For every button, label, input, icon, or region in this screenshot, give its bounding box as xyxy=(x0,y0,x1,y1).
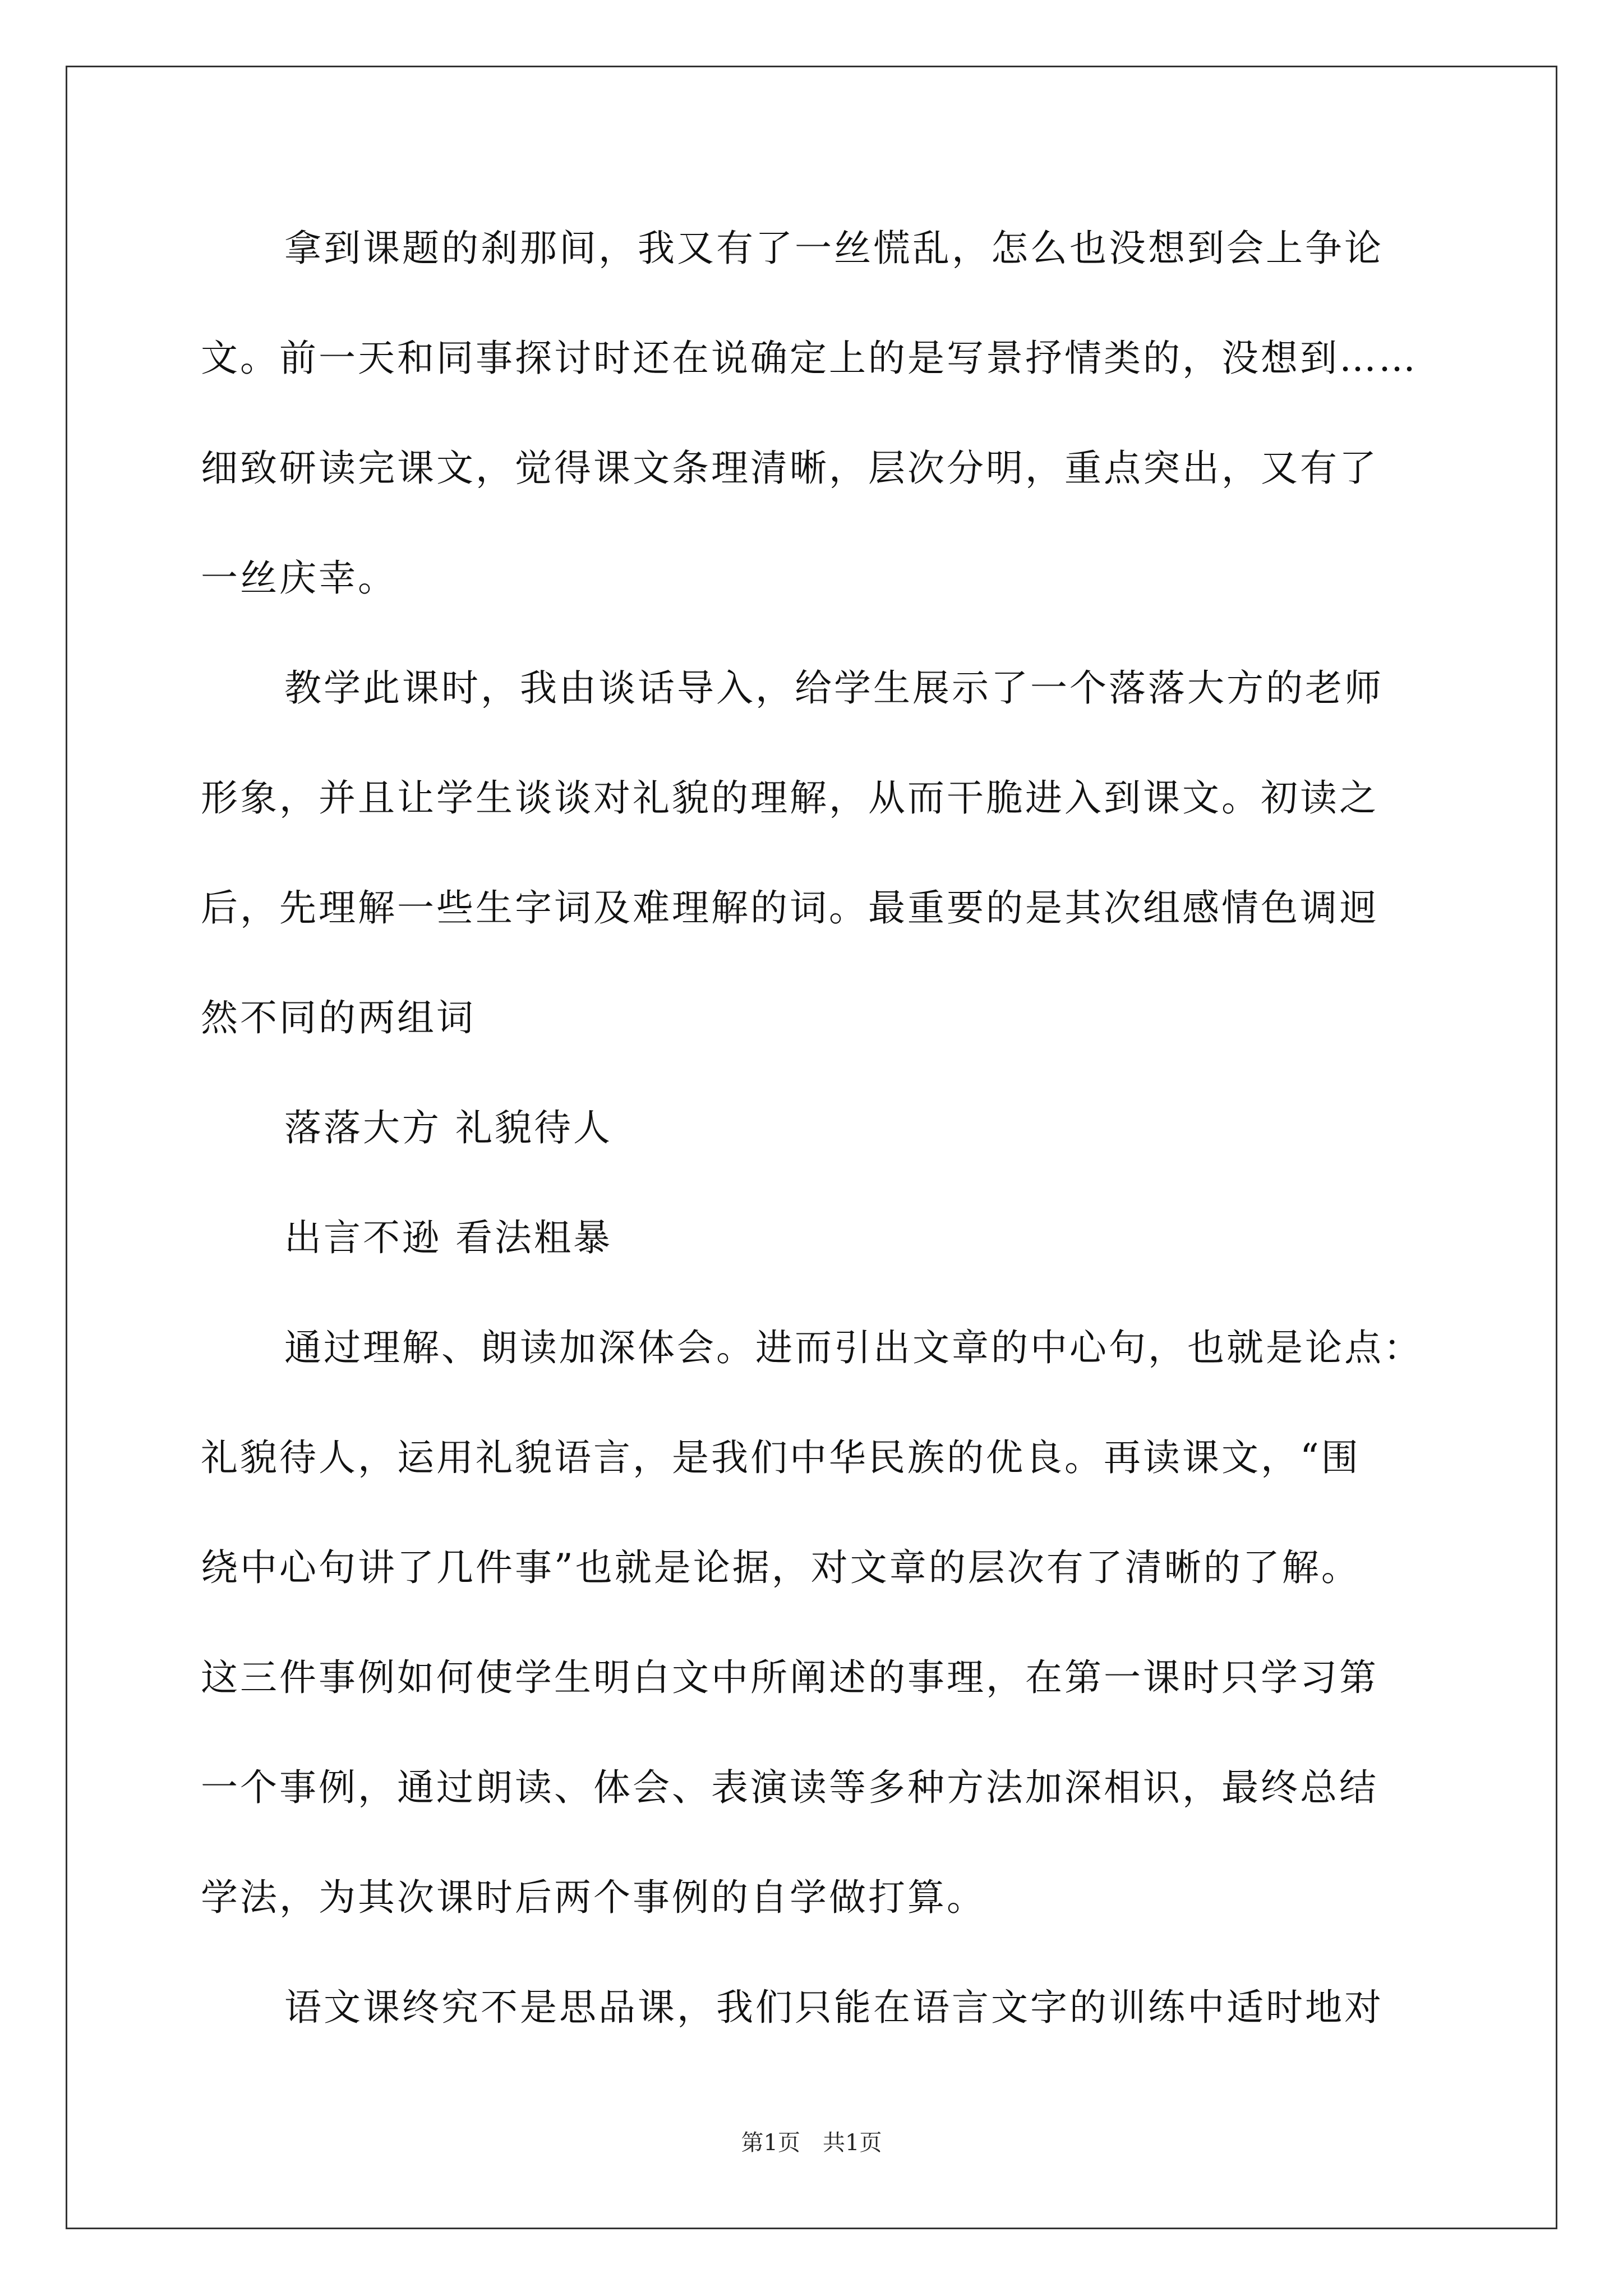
paragraph-1-line-1: 拿到课题的刹那间，我又有了一丝慌乱，怎么也没想到会上争论 xyxy=(284,227,1384,270)
paragraph-4-line-1: 语文课终究不是思品课，我们只能在语言文字的训练中适时地对 xyxy=(284,1986,1384,2029)
paragraph-3-line-6: 学法，为其次课时后两个事例的自学做打算。 xyxy=(201,1876,986,1919)
page-number-current: 第1页 xyxy=(741,2130,800,2156)
word-group-1: 落落大方 礼貌待人 xyxy=(284,1106,612,1149)
paragraph-3-line-5: 一个事例，通过朗读、体会、表演读等多种方法加深相识，最终总结 xyxy=(201,1766,1378,1809)
paragraph-3-line-3: 绕中心句讲了几件事”也就是论据，对文章的层次有了清晰的了解。 xyxy=(201,1546,1361,1589)
paragraph-3-line-2: 礼貌待人，运用礼貌语言，是我们中华民族的优良。再读课文，“围 xyxy=(201,1436,1361,1479)
page-footer xyxy=(0,2132,1623,2154)
paragraph-2-line-2: 形象，并且让学生谈谈对礼貌的理解，从而干脆进入到课文。初读之 xyxy=(201,776,1378,820)
paragraph-1-line-2: 文。前一天和同事探讨时还在说确定上的是写景抒情类的，没想到…… xyxy=(201,337,1418,380)
paragraph-3-line-1: 通过理解、朗读加深体会。进而引出文章的中心句，也就是论点： xyxy=(284,1326,1423,1369)
paragraph-1-line-4: 一丝庆幸。 xyxy=(201,556,397,600)
paragraph-3-line-4: 这三件事例如何使学生明白文中所阐述的事理，在第一课时只学习第 xyxy=(201,1656,1378,1699)
word-group-2: 出言不逊 看法粗暴 xyxy=(284,1216,612,1259)
paragraph-2-line-1: 教学此课时，我由谈话导入，给学生展示了一个落落大方的老师 xyxy=(284,666,1384,710)
page-number-total: 共1页 xyxy=(823,2130,882,2156)
paragraph-1-line-3: 细致研读完课文，觉得课文条理清晰，层次分明，重点突出，又有了 xyxy=(201,447,1378,490)
paragraph-2-line-3: 后，先理解一些生字词及难理解的词。最重要的是其次组感情色调迥 xyxy=(201,886,1378,930)
paragraph-2-line-4: 然不同的两组词 xyxy=(201,996,476,1039)
